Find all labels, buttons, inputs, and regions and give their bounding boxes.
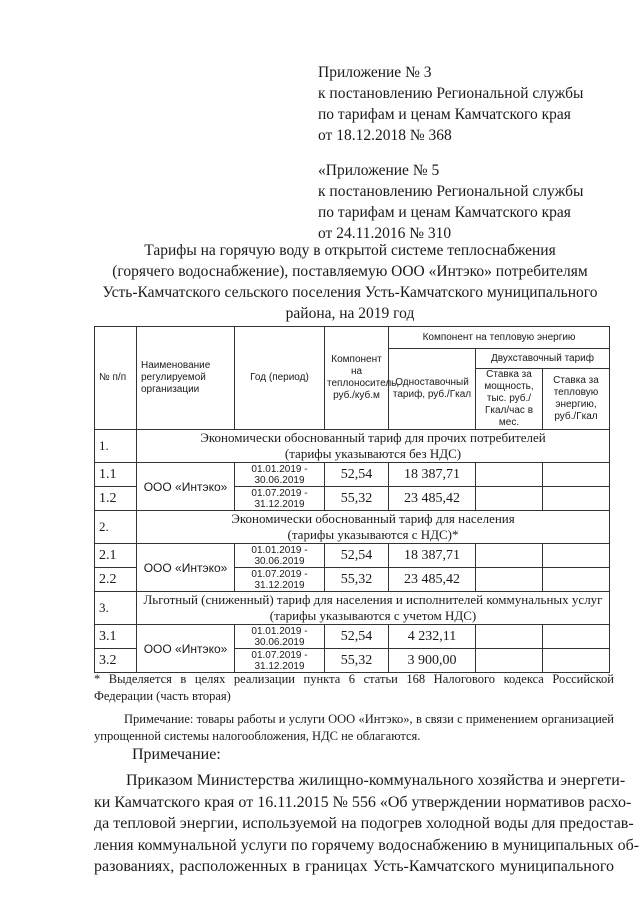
section-title (137, 511, 610, 544)
row-number: 2.1 (95, 544, 137, 568)
header-carrier-component: Компонент на теплоноситель, руб./куб.м (325, 327, 389, 430)
period-end: 31.12.2019 (254, 498, 305, 510)
section-number: 3. (95, 592, 137, 625)
row-number: 1.1 (95, 463, 137, 487)
period-start: 01.07.2019 - (251, 649, 308, 661)
energy-rate-value (543, 487, 610, 511)
period-start: 01.07.2019 - (251, 487, 308, 499)
carrier-value: 52,54 (325, 463, 389, 487)
one-rate-value: 18 387,71 (389, 463, 476, 487)
header-energy-rate: Ставка за тепловую энергию, руб./Гкал (543, 369, 610, 430)
table-row (95, 625, 610, 649)
tax-remark: Примечание: товары работы и услуги ООО «Интэко», в связи с применением организацией упрощенной системы налогообложения, НДС не облагаются. (94, 712, 614, 743)
appendix-line: по тарифам и ценам Камчатского края (318, 204, 571, 221)
table-row (95, 463, 610, 487)
carrier-value: 52,54 (325, 625, 389, 649)
capacity-rate-value (476, 463, 543, 487)
section-title-line: Экономически обоснованный тариф для населения (231, 511, 515, 526)
title-line: Усть-Камчатского сельского поселения Усть-Камчатского муниципального (102, 284, 598, 301)
period-start: 01.01.2019 - (251, 625, 308, 637)
energy-rate-value (543, 649, 610, 673)
appendix-line: Приложение № 3 (318, 64, 432, 81)
header-period: Год (период) (235, 327, 325, 430)
note-line: ления коммунальной услуги по горячему водоснабжению в муниципальных об- (94, 836, 640, 854)
organization-name: ООО «Интэко» (137, 463, 235, 511)
tariff-table (94, 326, 610, 673)
appendix-line: по тарифам и ценам Камчатского края (318, 106, 571, 123)
header-capacity-rate: Ставка за мощность, тыс. руб./Гкал/час в мес. (476, 369, 543, 430)
table-row (95, 544, 610, 568)
period-cell (235, 544, 325, 568)
energy-rate-value (543, 625, 610, 649)
period-cell (235, 568, 325, 592)
header-organization: Наименование регулируемой организации (137, 327, 235, 430)
section-title-line: Экономически обоснованный тариф для прочих потребителей (200, 430, 546, 445)
section-title-line: (тарифы указываются без НДС) (284, 446, 462, 461)
appendix-line: к постановлению Региональной службы (318, 85, 584, 102)
header-one-rate-tariff: Одноставочный тариф, руб./Гкал (389, 349, 476, 430)
appendix-header (318, 62, 583, 146)
appendix-line: к постановлению Региональной службы (318, 183, 584, 200)
header-energy-component: Компонент на тепловую энергию (389, 327, 610, 349)
period-cell (235, 463, 325, 487)
one-rate-value: 18 387,71 (389, 544, 476, 568)
row-number: 2.2 (95, 568, 137, 592)
capacity-rate-value (476, 625, 543, 649)
one-rate-value: 23 485,42 (389, 487, 476, 511)
title-line: района, на 2019 год (285, 305, 415, 322)
period-cell (235, 625, 325, 649)
title-line: Тарифы на горячую воду в открытой системе теплоснабжения (144, 242, 556, 259)
capacity-rate-value (476, 649, 543, 673)
document-title (90, 240, 610, 324)
note-line: да тепловой энергии, используемой на подогрев холодной воды для предостав- (94, 815, 634, 832)
appendix-line: «Приложение № 5 (318, 162, 440, 179)
note-body (94, 770, 640, 878)
title-line: (горячего водоснабжение), поставляемую ООО «Интэко» потребителям (112, 263, 588, 280)
section-title-line: (тарифы указываются с учетом НДС) (269, 608, 477, 623)
period-end: 31.12.2019 (254, 579, 305, 591)
one-rate-value: 3 900,00 (389, 649, 476, 673)
energy-rate-value (543, 544, 610, 568)
period-start: 01.07.2019 - (251, 568, 308, 580)
one-rate-value: 23 485,42 (389, 568, 476, 592)
one-rate-value: 4 232,11 (389, 625, 476, 649)
header-number: № п/п (95, 327, 137, 430)
section-title (137, 430, 610, 463)
section-number: 2. (95, 511, 137, 544)
vat-footnote: * Выделяется в целях реализации пункта 6 статьи 168 Налогового кодекса Российской Федерации (часть вторая) (94, 672, 614, 703)
period-end: 30.06.2019 (254, 474, 305, 486)
original-appendix-header (318, 160, 583, 244)
capacity-rate-value (476, 568, 543, 592)
carrier-value: 55,32 (325, 649, 389, 673)
carrier-value: 55,32 (325, 568, 389, 592)
period-cell (235, 487, 325, 511)
period-end: 30.06.2019 (254, 555, 305, 567)
note-line: Приказом Министерства жилищно-коммунального хозяйства и энергети- (126, 772, 626, 789)
period-end: 31.12.2019 (254, 660, 305, 672)
energy-rate-value (543, 568, 610, 592)
capacity-rate-value (476, 544, 543, 568)
organization-name: ООО «Интэко» (137, 544, 235, 592)
section-title (137, 592, 610, 625)
energy-rate-value (543, 463, 610, 487)
row-number: 3.2 (95, 649, 137, 673)
organization-name: ООО «Интэко» (137, 625, 235, 673)
section-title-line: Льготный (сниженный) тариф для населения и исполнителей коммунальных услуг (143, 592, 603, 607)
capacity-rate-value (476, 487, 543, 511)
period-start: 01.01.2019 - (251, 463, 308, 475)
period-cell (235, 649, 325, 673)
section-title-line: (тарифы указываются с НДС)* (287, 527, 459, 542)
note-line: разованиях, расположенных в границах Усть-Камчатского муниципального (94, 858, 614, 875)
row-number: 3.1 (95, 625, 137, 649)
period-end: 30.06.2019 (254, 636, 305, 648)
note-heading: Примечание: (132, 746, 221, 763)
note-line: ки Камчатского края от 16.11.2015 № 556 «Об утверждении нормативов расхо- (94, 793, 632, 811)
appendix-line: от 24.11.2016 № 310 (318, 225, 452, 242)
header-two-rate-tariff: Двухставочный тариф (476, 349, 610, 369)
carrier-value: 55,32 (325, 487, 389, 511)
carrier-value: 52,54 (325, 544, 389, 568)
appendix-line: от 18.12.2018 № 368 (318, 127, 452, 144)
section-number: 1. (95, 430, 137, 463)
period-start: 01.01.2019 - (251, 544, 308, 556)
row-number: 1.2 (95, 487, 137, 511)
